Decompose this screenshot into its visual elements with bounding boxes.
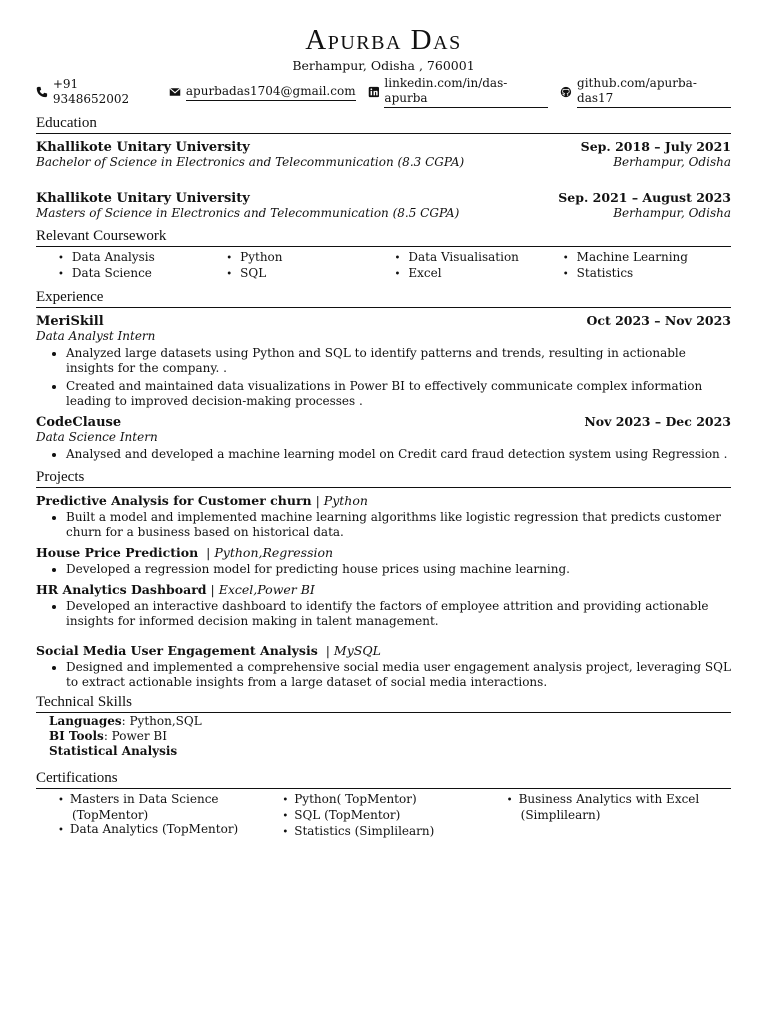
company-name: MeriSkill — [36, 314, 104, 329]
skill-label: Statistical Analysis — [49, 744, 178, 758]
project-title: HR Analytics Dashboard — [36, 582, 207, 597]
experience-entry — [36, 414, 731, 462]
experience-heading: Experience — [36, 288, 731, 308]
experience-entry — [36, 313, 731, 409]
project-heading: Social Media User Engagement Analysis | MySQL — [36, 643, 381, 658]
skills-list — [36, 714, 731, 759]
address: Berhampur, Odisha , 760001 — [292, 58, 475, 73]
skill-row — [49, 714, 731, 729]
project-heading: HR Analytics Dashboard | Excel,Power BI — [36, 582, 315, 597]
candidate-name: Apurba Das — [305, 24, 462, 56]
education-dates: Sep. 2021 – August 2023 — [558, 190, 731, 205]
project-tech: MySQL — [333, 643, 381, 658]
degree: Bachelor of Science in Electronics and Telecommunication (8.3 CGPA) — [36, 155, 465, 169]
projects-heading: Projects — [36, 468, 731, 488]
list-item: • Designed and implemented a comprehensive social media user engagement analysis project, leveraging SQL to extract actionable insights from a large dataset of social media interactions. — [66, 660, 731, 690]
contact-bar — [36, 76, 731, 108]
course-item: • Data Science — [58, 266, 226, 282]
course-item: • Statistics — [563, 266, 731, 282]
skill-value: : Power BI — [103, 729, 167, 743]
linkedin-icon — [368, 86, 380, 98]
list-item: • Created and maintained data visualizations in Power BI to effectively communicate complex information leading to improved decision-making processes . — [66, 379, 731, 409]
project-title: Social Media User Engagement Analysis — [36, 643, 318, 658]
list-item: • Analysed and developed a machine learning model on Credit card fraud detection system using Regression . — [66, 447, 731, 462]
skill-row — [49, 729, 731, 744]
linkedin-contact[interactable] — [368, 76, 549, 108]
list-item: • Data Analytics (TopMentor) — [58, 822, 282, 838]
envelope-icon — [169, 86, 181, 98]
education-heading: Education — [36, 114, 731, 134]
course-item: • Machine Learning — [563, 250, 731, 266]
cert-column — [507, 792, 731, 840]
experience-bullets — [36, 346, 731, 409]
job-role: Data Science Intern — [36, 430, 158, 444]
skills-heading: Technical Skills — [36, 693, 731, 713]
list-item: • Analyzed large datasets using Python and SQL to identify patterns and trends, resulting in actionable insights for the company. . — [66, 346, 731, 376]
certifications-list — [36, 792, 731, 840]
skill-label: BI Tools — [49, 729, 104, 743]
project-tech: Python — [323, 493, 368, 508]
course-item: • Data Visualisation — [395, 250, 563, 266]
course-item: • Python — [226, 250, 394, 266]
project-title: Predictive Analysis for Customer churn — [36, 493, 312, 508]
school-name: Khallikote Unitary University — [36, 191, 250, 206]
school-name: Khallikote Unitary University — [36, 140, 250, 155]
skill-row — [49, 744, 731, 759]
degree: Masters of Science in Electronics and Telecommunication (8.5 CGPA) — [36, 206, 460, 220]
linkedin-link[interactable]: linkedin.com/in/das-apurba — [384, 76, 548, 108]
education-entry — [36, 139, 731, 170]
github-icon — [560, 86, 572, 98]
project-title: House Price Prediction — [36, 545, 199, 560]
education-location: Berhampur, Odisha — [613, 206, 731, 220]
email-contact[interactable] — [169, 84, 356, 101]
skill-value: : Python,SQL — [121, 714, 202, 728]
list-item: • Statistics (Simplilearn) — [282, 824, 506, 840]
project-bullets — [36, 510, 731, 540]
experience-dates: Nov 2023 – Dec 2023 — [584, 414, 731, 429]
list-item: • SQL (TopMentor) — [282, 808, 506, 824]
project-tech: Excel,Power BI — [218, 582, 315, 597]
phone-number: +91 9348652002 — [52, 77, 130, 106]
phone-icon — [36, 86, 48, 98]
email-link[interactable]: apurbadas1704@gmail.com — [186, 84, 356, 101]
list-item: • Python( TopMentor) — [282, 792, 506, 808]
list-item: • Business Analytics with Excel (Simplilearn) — [507, 792, 731, 822]
list-item: • Developed an interactive dashboard to identify the factors of employee attrition and providing actionable insights for informed decision making in talent management. — [66, 599, 731, 629]
experience-dates: Oct 2023 – Nov 2023 — [586, 313, 731, 328]
job-role: Data Analyst Intern — [36, 329, 156, 343]
skill-label: Languages — [49, 714, 122, 728]
phone-contact — [36, 77, 157, 107]
cert-column — [58, 792, 282, 840]
resume-page — [36, 24, 731, 840]
experience-bullets — [36, 447, 731, 462]
education-entry — [36, 190, 731, 221]
github-link[interactable]: github.com/apurba-das17 — [577, 76, 731, 108]
course-item: • SQL — [226, 266, 394, 282]
certifications-heading: Certifications — [36, 769, 731, 789]
list-item: • Built a model and implemented machine learning algorithms like logistic regression that predicts customer churn for a business based on historical data. — [66, 510, 731, 540]
company-name: CodeClause — [36, 415, 122, 430]
project-bullets — [36, 599, 731, 629]
cert-column — [282, 792, 506, 840]
list-item: • Developed a regression model for predicting house prices using machine learning. — [66, 562, 731, 577]
course-item: • Data Analysis — [58, 250, 226, 266]
project-bullets — [36, 660, 731, 690]
list-item: • Masters in Data Science (TopMentor) — [58, 792, 282, 822]
coursework-heading: Relevant Coursework — [36, 227, 731, 247]
education-dates: Sep. 2018 – July 2021 — [580, 139, 731, 154]
github-contact[interactable] — [560, 76, 731, 108]
project-heading: House Price Prediction | Python,Regression — [36, 545, 334, 560]
project-heading: Predictive Analysis for Customer churn | Python — [36, 493, 368, 508]
project-bullets — [36, 562, 731, 577]
coursework-list — [36, 250, 731, 282]
education-location: Berhampur, Odisha — [613, 155, 731, 169]
project-tech: Python,Regression — [214, 545, 334, 560]
course-item: • Excel — [395, 266, 563, 282]
